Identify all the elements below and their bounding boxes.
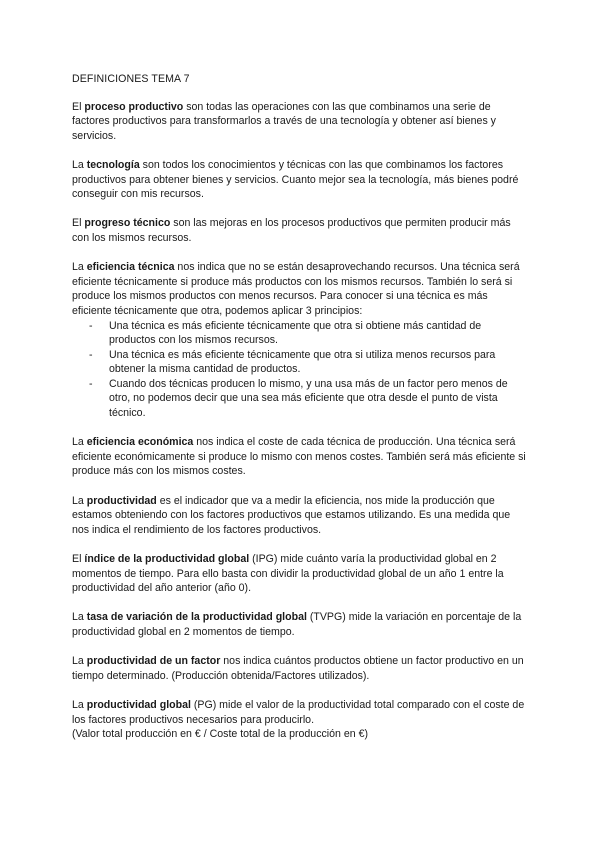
definition-text: (PG) mide el valor de la productividad total comparado con el coste de los factores productivos necesarios para producirlo. [72,698,525,726]
definition-term: tecnología [86,158,140,171]
spacer [72,421,530,436]
definition-text: son las mejoras en los procesos productivos que permiten producir más con los mismos recursos. [72,217,511,244]
definition-proceso-productivo [72,100,530,144]
list-item-text: Una técnica es más eficiente técnicamente que otra si utiliza menos recursos para obtener la misma cantidad de productos. [109,348,496,376]
bullet-dash: - [89,319,93,332]
definition-productividad-global [72,698,530,742]
definition-text: nos indica el coste de cada técnica de producción. Una técnica será eficiente económicamente si produce lo mismo con menos costes. También será más eficiente si produce más con los mismos costes. [72,436,526,478]
document-page [72,72,530,756]
definition-prefix: El [72,100,85,113]
definition-productividad-factor [72,654,530,683]
definition-term: eficiencia técnica [86,261,175,274]
definition-tasa-variacion [72,610,530,639]
definition-prefix: La [72,611,87,624]
definition-prefix: La [72,261,87,274]
list-item [72,377,530,421]
definition-tecnologia [72,158,530,202]
definition-term: productividad de un factor [86,655,221,668]
bullet-dash: - [89,348,93,361]
definition-text: nos indica cuántos productos obtiene un factor productivo en un tiempo determinado. (Producción obtenida/Factores utilizados). [72,655,524,682]
definition-text: (IPG) mide cuánto varía la productividad global en 2 momentos de tiempo. Para ello basta con dividir la productividad global de un año 1 entre la productividad del año anterior (año 0). [72,553,504,595]
definition-text: son todos los conocimientos y técnicas con las que combinamos los factores productivos para obtener bienes y servicios. Cuanto mejor sea la tecnología, más bienes podré conseguir con mis recursos. [72,158,519,201]
definition-eficiencia-tecnica [72,260,530,318]
definition-term: productividad global [86,698,191,711]
definition-term: eficiencia económica [86,436,194,449]
list-item [72,348,530,377]
definition-term: progreso técnico [84,217,171,230]
list-item-text: Cuando dos técnicas producen lo mismo, y una usa más de un factor pero menos de otro, no podemos decir que una sea más eficiente que otra desde el punto de vista técnico. [109,377,508,420]
definition-eficiencia-economica [72,435,530,479]
definition-text: nos indica que no se están desaprovechando recursos. Una técnica será eficiente técnicamente si produce más productos con los mismos recursos. También lo será si produce los mismos productos con menos recursos. Para conocer si una técnica es más eficiente técnicamente que otra, podemos aplicar 3 principios: [72,261,520,317]
list-item-text: Una técnica es más eficiente técnicamente que otra si obtiene más cantidad de productos con los mismos recursos. [109,319,482,347]
definition-indice-productividad-global [72,552,530,596]
definition-prefix: El [72,217,85,230]
bullet-dash: - [89,377,93,390]
definition-prefix: La [72,655,87,668]
definition-text: (TVPG) mide la variación en porcentaje de la productividad global en 2 momentos de tiempo. [72,611,522,638]
definition-prefix: La [72,698,87,711]
definition-text: es el indicador que va a medir la eficiencia, nos mide la producción que estamos obteniendo con los factores productivos que estamos utilizando. Es una medida que nos indica el rendimiento de los factores productivos. [72,494,511,536]
definition-text: son todas las operaciones con las que combinamos una serie de factores productivos para transformarlos a través de una tecnología y obtener así bienes y servicios. [72,100,496,142]
definition-prefix: El [72,553,85,565]
definition-term: proceso productivo [84,100,184,113]
list-item [72,319,530,348]
definition-term: índice de la productividad global [84,553,250,565]
definition-prefix: La [72,494,87,507]
formula-text: (Valor total producción en € / Coste total de la producción en €) [72,728,369,741]
document-title: DEFINICIONES TEMA 7 [72,73,190,85]
principles-list [72,319,530,421]
definition-term: tasa de variación de la productividad global [86,611,307,624]
definition-term: productividad [86,494,157,507]
definition-prefix: La [72,436,87,449]
definition-progreso-tecnico [72,216,530,245]
definition-productividad [72,494,530,538]
definition-prefix: La [72,158,87,171]
